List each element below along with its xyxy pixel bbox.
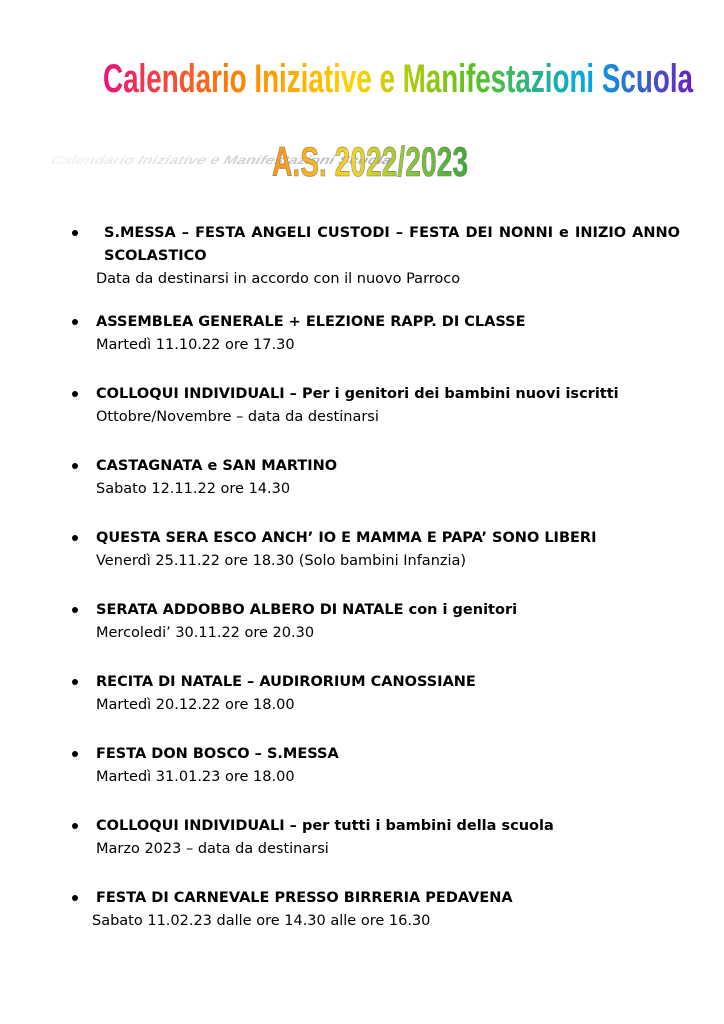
list-item xyxy=(60,599,680,645)
event-title: FESTA DI CARNEVALE PRESSO BIRRERIA PEDAVENA xyxy=(96,890,513,906)
document-subtitle xyxy=(40,128,560,198)
bullet-icon xyxy=(72,463,78,469)
event-title: QUESTA SERA ESCO ANCH’ IO E MAMMA E PAPA’ SONO LIBERI xyxy=(96,530,597,546)
list-item xyxy=(60,527,680,573)
event-date: Martedì 11.10.22 ore 17.30 xyxy=(96,337,295,353)
bullet-icon xyxy=(72,535,78,541)
event-title: COLLOQUI INDIVIDUALI – per tutti i bambini della scuola xyxy=(96,818,554,834)
event-title: COLLOQUI INDIVIDUALI – Per i genitori dei bambini nuovi iscritti xyxy=(96,386,619,402)
list-item xyxy=(60,743,680,789)
event-title: FESTA DON BOSCO – S.MESSA xyxy=(96,746,339,762)
event-title: RECITA DI NATALE – AUDIRORIUM CANOSSIANE xyxy=(96,674,476,690)
list-item xyxy=(60,383,680,429)
bullet-icon xyxy=(72,230,78,236)
subtitle-shadow: Calendario Iniziative e Manifestazioni Scuola xyxy=(47,152,311,167)
event-date: Data da destinarsi in accordo con il nuovo Parroco xyxy=(96,271,461,287)
document-title xyxy=(0,48,724,108)
document-title-text: Calendario Iniziative e Manifestazioni Scuola xyxy=(103,57,694,101)
event-title: ASSEMBLEA GENERALE + ELEZIONE RAPP. DI CLASSE xyxy=(96,314,526,330)
list-item xyxy=(60,222,680,291)
event-date: Mercoledi’ 30.11.22 ore 20.30 xyxy=(96,625,315,641)
event-title: SERATA ADDOBBO ALBERO DI NATALE con i genitori xyxy=(96,602,518,618)
bullet-icon xyxy=(72,823,78,829)
list-item xyxy=(60,455,680,501)
event-date: Sabato 11.02.23 dalle ore 14.30 alle ore 16.30 xyxy=(92,913,431,929)
event-date: Ottobre/Novembre – data da destinarsi xyxy=(96,409,379,425)
event-date: Martedì 31.01.23 ore 18.00 xyxy=(96,769,295,785)
event-date: Martedì 20.12.22 ore 18.00 xyxy=(96,697,295,713)
event-date: Marzo 2023 – data da destinarsi xyxy=(96,841,329,857)
list-item xyxy=(60,311,680,357)
list-item xyxy=(60,815,680,861)
bullet-icon xyxy=(72,607,78,613)
list-item xyxy=(60,671,680,717)
event-title: S.MESSA – FESTA ANGELI CUSTODI – FESTA DEI NONNI e INIZIO ANNO SCOLASTICO xyxy=(104,225,680,264)
event-date: Sabato 12.11.22 ore 14.30 xyxy=(96,481,291,497)
event-date: Venerdì 25.11.22 ore 18.30 (Solo bambini Infanzia) xyxy=(96,553,467,569)
event-list xyxy=(60,222,680,933)
bullet-icon xyxy=(72,751,78,757)
bullet-icon xyxy=(72,895,78,901)
bullet-icon xyxy=(72,679,78,685)
subtitle-text: A.S. 2022/2023 xyxy=(272,138,468,185)
event-title: CASTAGNATA e SAN MARTINO xyxy=(96,458,338,474)
bullet-icon xyxy=(72,391,78,397)
list-item xyxy=(60,887,680,933)
bullet-icon xyxy=(72,319,78,325)
